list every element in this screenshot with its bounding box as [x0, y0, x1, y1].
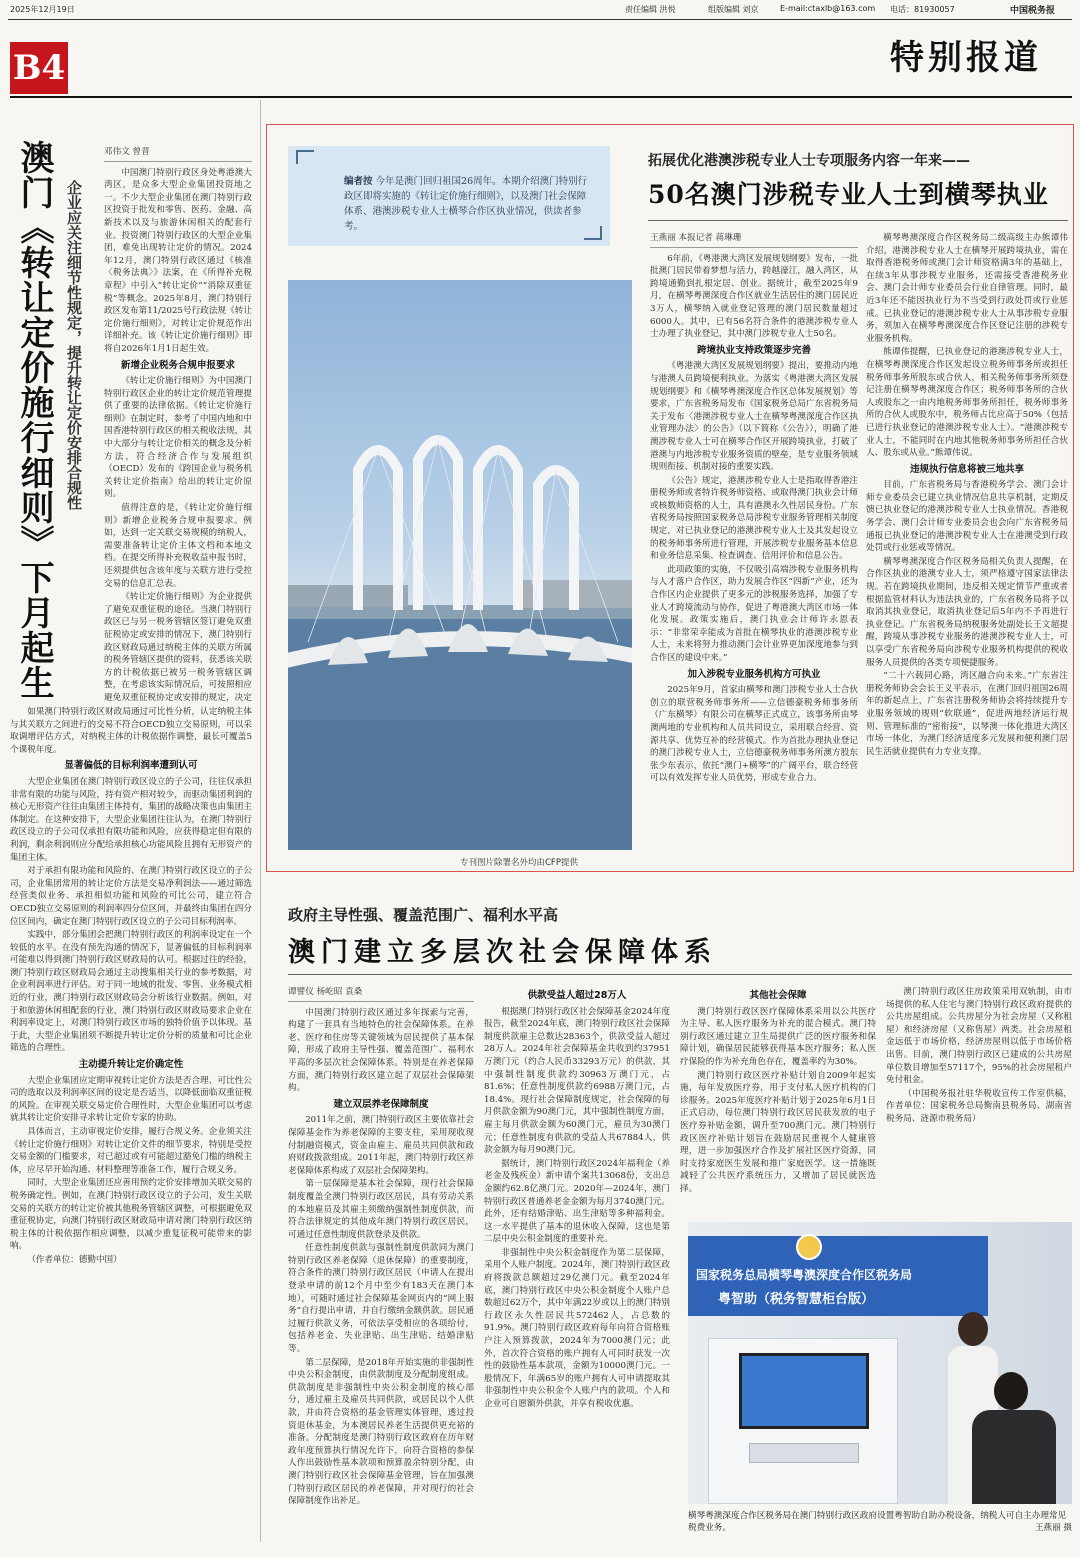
- kiosk-sign-line2: 粤智助（税务智慧柜台版）: [718, 1292, 875, 1307]
- article2-subhead-1: 跨境执业支持政策逐步完善: [696, 344, 811, 356]
- section-rule: [10, 96, 1072, 98]
- article3-kicker: 政府主导性强、覆盖范围广、福利水平高: [288, 906, 559, 924]
- article2-paragraph: “二十六载同心路，湾区融合向未来。”广东省注册税务师协会会长王义平表示，在澳门回归祖国26周年的新起点上，广东省注册税务师协会将持续提升专业服务领域的规则“软联通”，促进两地经济运行规则、管理标准的“密衔接”，以琴澳一体化推进大湾区市场一体化，为澳门经济适度多元发展和便利澳门居民生活就业提供有力专业支撑。: [866, 671, 1068, 757]
- article3-subhead-2: 供款受益人超过28万人: [527, 990, 627, 1001]
- article3-paragraph: 根据澳门特别行政区社会保障基金2024年度报告，截至2024年底，澳门特别行政区社会保障制度供款雇主总数达28363个，供款受益人超过28万人。2024年社会保障基金共收到约37951万澳门元（约合人民币33293万元）的供款，其中强制性制度供款约30963万澳门元，占81.6%；任意性制度供款约6988万澳门元，占18.4%。现行社会保障制度规定，社会保障的每月供款金额为90澳门元，其中强制性制度方面，雇主每月供款金额为60澳门元，雇员为30澳门元；任意性制度有供款的受益人共67884人，供款金额为每月90澳门元。: [484, 1006, 670, 1156]
- column-divider: [260, 100, 261, 1542]
- article1-subhead-2: 显著偏低的目标利润率遭到认可: [64, 760, 198, 772]
- article2-paragraph: 《公告》规定，港澳涉税专业人士是指取得香港注册税务师或者特许税务师资格、或取得澳门执业会计师或核数师资格的人士，具有港澳永久性居民身份。广东省税务局按照国家税务总局涉税专业服务管理相关制度规定，对已执业登记的港澳涉税专业人士及其发起设立的税务师事务所进行管理，开展涉税专业服务基本信息和业务信息采集、检查调查、信用评价和信息公告。: [650, 475, 858, 562]
- kiosk-machine: [708, 1338, 898, 1504]
- article2-paragraph: 《粤港澳大湾区发展规划纲要》提出，要推动内地与港澳人员跨境便利执业。为落实《粤港澳大湾区发展规划纲要》和《横琴粤澳深度合作区总体发展规划》等要求，广东省税务局发布《国家税务总局广东省税务局关于发布〈港澳涉税专业人士在横琴粤澳深度合作区执业管理办法〉的公告》（以下简称《公告》），明确了港澳涉税专业人士可在横琴合作区开展跨境执业，打破了港澳与内地涉税专业服务资质的壁垒，是专业服务领域规则衔接、机制对接的重要实践。: [650, 361, 858, 473]
- article1-paragraph: 对于承担有限功能和风险的、在澳门特别行政区设立的子公司，企业集团常用的转让定价方法是交易净利润法——通过筛选经营类似业务、承担相似功能和风险的可比公司，建立符合OECD独立交易原则的利润率四分位区间，并最终由集团在四分位区间内，确定在澳门特别行政区设立的子公司目标利润率。: [10, 866, 252, 927]
- article2-kicker: 拓展优化港澳涉税专业人士专项服务内容一年来——: [648, 153, 970, 169]
- article3-paragraph: 澳门特别行政区医疗保障体系采用以公共医疗为主导、私人医疗服务为补充的混合模式。澳门特别行政区通过建立卫生局提供广泛的医疗服务和保障计划，确保居民能够获得基本医疗服务；私人医疗保险的作为补充角色存在，覆盖率约为30%。: [680, 1006, 876, 1067]
- page-header: [0, 0, 1080, 18]
- editor-note-text: [344, 174, 590, 234]
- article3-title: 澳门建立多层次社会保障体系: [288, 937, 717, 968]
- article1-paragraph: 大型企业集团应定期审视转让定价方法是否合理、可比性公司的选取以及利润率区间的设定是否适当，以降低面临双重征税的风险。在审视关联交易定价合理性时，大型企业集团可以考虑就其转让定价安排寻求转让定价专家的协助。: [10, 1075, 252, 1124]
- photo-credit-note: 专刊图片除署名外均由CFP提供: [460, 858, 578, 868]
- header-rule: [8, 19, 1072, 20]
- article3-paragraph: 2011年之前，澳门特别行政区主要依靠社会保障基金作为养老保障的主要支柱，采用现收现付制融资模式，资金由雇主、雇员共同供款和政府财政拨款组成。2011年起，澳门特别行政区养老保障体系构成了双层社会保障架构。: [288, 1115, 474, 1176]
- section-name: 特别报道: [890, 38, 1042, 78]
- tax-emblem-icon: [796, 1234, 822, 1260]
- article2-title-rule: [648, 220, 1068, 221]
- article1-paragraph: 《转让定价施行细则》为中国澳门特别行政区企业的转让定价规范管理提供了重要的法律依据。《转让定价施行细则》在制定时，参考了中国内地和中国香港特别行政区的相关税收法规，其中大部分与转让定价相关的概念及分析方法，符合经济合作与发展组织（OECD）发布的《跨国企业与税务机关转让定价指南》给出的转让定价原则。: [104, 376, 252, 500]
- page-number: B4: [12, 48, 66, 88]
- editor-note-body: 今年是澳门回归祖国26周年。本期介绍澳门特别行政区即将实施的《转让定价施行细则》，以及澳门社会保障体系、港澳涉税专业人士横琴合作区执业情况，供读者参考。: [344, 176, 588, 232]
- section-title: [890, 30, 1042, 79]
- article2-paragraph: 目前，广东省税务局与香港税务学会、澳门会计师专业委员会已建立执业情况信息共享机制，定期反馈已执业登记的港澳涉税专业人士执业情况。香港税务学会、澳门会计师专业委员会也会向广东省税务局通报已执业登记的港澳涉税专业人士在港澳受到行政处罚或行业惩戒等情况。: [866, 480, 1068, 554]
- article3-column-4: [886, 986, 1072, 1208]
- article1-deck: 企业应关注细节性规定，提升转让定价安排合规性: [65, 180, 83, 510]
- article3-column-3: [680, 986, 876, 1208]
- article1-title: 澳门《转让定价施行细则》下月起生: [14, 140, 54, 700]
- article2-byline: 王燕丽 本报记者 蒋琳珊: [650, 232, 858, 248]
- article3-paragraph: 据统计，澳门特别行政区2024年福利金（养老金及残疾金）新申请个案共13068份，支出总金额约62.8亿澳门元。2020年—2024年，澳门特别行政区普通养老金金额为每月3740澳门元。此外，还有结婚津贴、出生津贴等多种福利金。这一水平提供了基本的退休收入保障，这也是第二层中央公积金制度的重要补充。: [484, 1158, 670, 1245]
- quote-mark-open-icon: [296, 150, 314, 164]
- article1-paragraph: 实践中，部分集团会把澳门特别行政区的利润率设定在一个较低的水平。在没有预先沟通的情况下，显著偏低的目标利润率可能难以得到澳门特别行政区财政局的认可。根据过往的经验，澳门特别行政区财政局会通过主动搜集相关行业的参考数据，对企业利润率进行评估。对于同一地域的批发、零售、业务模式相近的行业，澳门特别行政区财政局会分析该行业数据。例如，对于和旅游休闲相配套的行业，澳门特别行政区财政局要求企业在利润率设定上，对澳门特别行政区市场的独特价值予以体现。基于此，大型企业集团须不断提升转让定价分析的质量和可比企业筛选的合理性。: [10, 930, 252, 1054]
- article2-subhead-2: 加入涉税专业服务机构方可执业: [687, 668, 821, 680]
- editor-note-label: 编者按: [344, 176, 373, 187]
- article1-bottom-column: [10, 706, 252, 1542]
- header-editor: 责任编辑 洪悦: [625, 5, 676, 14]
- article2-paragraph: 2025年9月，首家由横琴和澳门涉税专业人士合伙创立的联营税务师事务所——立信德豪税务师事务所（广东横琴）有限公司在横琴正式成立，该事务所由琴澳两地的专业机构和人员共同设立，采用联合经营、资源共享、优势互补的经营模式。作为首批办理执业登记的澳门涉税专业人士，立信德豪税务师事务所澳方股东张少东表示，依托“澳门+横琴”的广阔平台，联合经营可以有效发挥专业人员优势，形成专业合力。: [650, 685, 858, 784]
- article1-subhead-3: 主动提升转让定价确定性: [78, 1059, 184, 1071]
- header-paper: 中国税务报: [1010, 6, 1056, 16]
- article3-subhead-3: 其他社会保障: [749, 990, 807, 1001]
- article3-paragraph: 第二层保障，是2018年开始实施的非强制性中央公积金制度，由供款制度及分配制度组成。供款制度是非强制性中央公积金制度的核心部分，通过雇主及雇员共同供款，或居民以个人供款，并由符合资格的基金管理实体管理，透过投资退休基金，为本澳居民养老生活提供更充裕的准备。分配制度是澳门特别行政区政府在历年财政年度预算执行情况允许下，向符合资格的参保人作出鼓励性基本款项和预算盈余特别分配，由澳门特别行政区社会保障基金管理，旨在加强澳门特别行政区居民的养老保障，并对现行的社会保障制度作出补足。: [288, 1357, 474, 1507]
- article2-title: 50名澳门涉税专业人士到横琴执业: [648, 180, 1049, 209]
- article1-byline: 邓伟文 曾晋: [104, 146, 252, 162]
- article1-paragraph: 值得注意的是，《转让定价施行细则》新增企业税务合规申报要求。例如，达到一定关联交易规模的纳税人，需要准备转让定价主体文档和本地文档。在提交所得补充税收益申报书时，还须提供包含该年度与关联方进行受控交易的信息汇总表。: [104, 503, 252, 589]
- article1-intro-paragraph: 中国澳门特别行政区身处粤港澳大湾区，是众多大型企业集团投资地之一。不少大型企业集团在澳门特别行政区投资于批发和零售、医药、金融、高新技术以及与旅游休闲相关的配套行业。投资澳门特别行政区的大型企业集团，难免出现转让定价的情况。2024年12月，澳门特别行政区通过《核准〈税务法典〉》法案，在《所得补充税章程》中引入“转让定价”“消除双重征税”等概念。2025年8月，澳门特别行政区发布第11/2025号行政法规《转让定价施行细则》，对转让定价规范作出详细补充。该《转让定价施行细则》即将自2026年1月1日起生效。: [104, 167, 252, 354]
- kiosk-photo-caption: [688, 1510, 1072, 1534]
- article3-column-1: [288, 986, 474, 1542]
- person-seated: [958, 1372, 1068, 1504]
- kiosk-caption-credit: 王燕丽 摄: [1034, 1523, 1072, 1533]
- article1-paragraph: 大型企业集团在澳门特别行政区设立的子公司，往往仅承担非常有限的功能与风险，持有资产相对较少，而驱动集团利润的核心无形资产往往由集团主体持有，集团的战略决策也由集团主体制定。在这种安排下，大型企业集团往往认为，在澳门特别行政区设立的子公司仅承担有限功能和风险，应获得稳定但有限的利润，剩余利润则应分配给承担核心功能风险且拥有无形资产的集团主体。: [10, 776, 252, 863]
- article2-column-2: [866, 232, 1068, 862]
- bridge-photo: [288, 280, 632, 850]
- page-number-badge: [10, 42, 68, 94]
- article2-paragraph: 横琴粤澳深度合作区税务局相关负责人提醒，在合作区执业的港澳专业人士，须严格遵守国家法律法规。若在跨境执业期间，违反相关规定情节严重或者根据监管材料认为违法执业的，广东省税务局将予以取消其执业登记，取消执业登记后5年内不予再进行执业登记。广东省税务局纳税服务处副处长王文超提醒，跨境从事涉税专业服务的港澳涉税专业人士，可以享受广东省税务局向涉税专业服务机构提供的税收服务人员提供的各类专项便捷服务。: [866, 556, 1068, 668]
- article3-title-rule: [288, 974, 1072, 975]
- article3-paragraph: 澳门特别行政区住房政策采用双轨制，由市场提供的私人住宅与澳门特别行政区政府提供的公共房屋组成。公共房屋分为社会房屋（又称租屋）和经济房屋（又称售屋）两类。社会房屋租金远低于市场价格，经济房屋则以低于市场价格出售。目前，澳门特别行政区已建成的公共房屋单位数目增加至57117个，95%的社会房屋租户免付租金。: [886, 987, 1072, 1086]
- article3-paragraph: 澳门特别行政区医疗补贴计划自2009年起实施，每年发放医疗券，用于支付私人医疗机构的门诊服务。2025年度医疗补贴计划于2025年6月1日正式启动，每位澳门特别行政区居民获发放的电子医疗券补贴金额，调升至700澳门元。澳门特别行政区医疗补贴计划旨在鼓励居民重视个人健康管理，进一步加强医疗合作及扩展社区医疗资源，同时支持家庭医生发展和推广家庭医学。这一措施既减轻了公共医疗系统压力，又增加了居民就医选择。: [680, 1070, 876, 1194]
- article2-column-1: [650, 232, 858, 862]
- tax-kiosk-photo: [688, 1222, 1072, 1504]
- person-head: [958, 1312, 988, 1346]
- kiosk-sign-line1: 国家税务总局横琴粤澳深度合作区税务局: [696, 1268, 913, 1282]
- header-date: 2025年12月19日: [10, 5, 75, 14]
- article3-column-2: [484, 986, 670, 1542]
- article3-paragraph: 第一层保障是基本社会保障，现行社会保障制度覆盖全澳门特别行政区居民，具有劳动关系的本地雇员及其雇主须缴纳强制性制度供款，而符合法律规定的其他成年澳门特别行政区居民，可通过任意性制度供款登录及供款。: [288, 1179, 474, 1240]
- article2-paragraph: 熊谭伟提醒，已执业登记的港澳涉税专业人士，在横琴粤澳深度合作区发起设立税务师事务所或担任税务师事务所股东或合伙人，相关税务师事务所须登记注册在横琴粤澳深度合作区；税务师事务所的合伙人或股东之一由内地税务师事务所担任，税务师事务所的合伙人或股东中，税务师占比应高于50%（包括已进行执业登记的港澳涉税专业人士）。“港澳涉税专业人士，不能同时在内地其他税务师事务所担任合伙人、股东或从业。”熊谭伟说。: [866, 347, 1068, 459]
- article1-subhead-1: 新增企业税务合规申报要求: [120, 359, 235, 371]
- person-seated-body: [972, 1410, 1056, 1504]
- article1-paragraph: 如果澳门特别行政区财政局通过可比性分析，认定纳税主体与其关联方之间进行的交易不符合OECD独立交易原则，可以采取调增评估方式，对纳税主体的计税依据作调整，最长可覆盖5个课税年度。: [10, 707, 252, 755]
- article2-subhead-3: 违规执行信息将被三地共享: [909, 463, 1024, 475]
- header-email: E-mail:ctaxlb@163.com: [780, 4, 876, 13]
- kiosk-screen: [739, 1353, 869, 1429]
- article3-subhead-1: 建立双层养老保障制度: [333, 1098, 429, 1110]
- person-seated-head: [994, 1372, 1028, 1410]
- article3-paragraph: 任意性制度供款与强制性制度供款同为澳门特别行政区养老保障（退休保障）的重要制度，符合条件的澳门特别行政区居民（申请人在提出登录申请的前12个月中至少有183天在澳门本地），可随时通过社会保障基金网页内的“网上服务”自行提出申请，并自行缴纳金额供款。居民通过履行供款义务，可依法享受相应的各项给付，包括养老金、失业津贴、出生津贴、结婚津贴等。: [288, 1243, 474, 1355]
- kiosk-sign-panel: [688, 1236, 988, 1316]
- article3-paragraph: 非强制性中央公积金制度作为第二层保障，采用个人账户制度。2024年，澳门特别行政区政府将拨款总额超过29亿澳门元。截至2024年底，澳门特别行政区中央公积金制度个人账户总数超过62万个，其中年满22岁或以上的澳门特别行政区永久性居民共572462人，占总数的91.9%。澳门特别行政区政府每年向符合资格账户注入预算拨款，2024年为7000澳门元；此外，首次符合资格的账户拥有人可同时获发一次性的鼓励性基本款项，金额为10000澳门元。一般情况下，年满65岁的账户拥有人可申请提取其非强制性中央公积金个人账户内的款项。个人和企业可自愿额外供款，并享有税收优惠。: [484, 1247, 670, 1409]
- kiosk-caption-text: 横琴粤澳深度合作区税务局在澳门特别行政区政府设置粤智助自助办税设备，纳税人可自主办理常见税费业务。: [688, 1511, 1067, 1533]
- header-phone: 电话：81930057: [890, 5, 955, 14]
- article3-credit-note: （中国税务报社驻华税收宣传工作室供稿，作者单位：国家税务总局衡南县税务局、湖南省税务局、涟源市税务局）: [886, 1088, 1072, 1124]
- kiosk-keypad: [749, 1443, 859, 1463]
- header-layout-editor: 组版编辑 刘京: [708, 5, 759, 14]
- article1-top-column: [104, 146, 252, 702]
- article2-paragraph: 横琴粤澳深度合作区税务局二级高级主办熊谭伟介绍，港澳涉税专业人士在横琴开展跨境执业，需在取得香港税务师或澳门会计师资格满3年的基础上，在续3年从事涉税专业服务，还需接受香港税务业会、澳门会计师专业委员会行业自律管理。同时，最近3年还不能因执业行为不当受到行政处罚或行业惩戒。已执业登记的港澳涉税专业人士从事涉税专业服务，须加入在横琴粤澳深度合作区登记注册的涉税专业服务机构。: [866, 233, 1068, 344]
- bridge-illustration: [288, 280, 632, 850]
- article1-paragraph: 《转让定价施行细则》为企业提供了避免双重征税的途径。当澳门特别行政区已与另一税务管辖区签订避免双重征税协定或安排的情况下，澳门特别行政区财政局通过纳税主体的关联方所属的税务管辖区提供的资料，获悉该关联方的计税依据已被另一税务管辖区调整，在考虑该实际情况后，可按照相应避免双重征税协定或安排的规定，决定: [104, 592, 252, 702]
- article1-paragraph: 具体而言，主动审视定价安排，履行合规义务。企业须关注《转让定价施行细则》对转让定价文件的细节要求，特别是受控交易金额的门槛要求，对已超过或有可能超过豁免门槛的纳税主体，应尽早开始沟通、材料整理等准备工作，履行合规义务。: [10, 1127, 252, 1175]
- article1-author-unit: （作者单位：德勤中国）: [27, 1254, 122, 1265]
- article2-paragraph: 6年前，《粤港澳大湾区发展规划纲要》发布，一批批澳门居民带着梦想与活力，跨越濠江，融入湾区，从跨境通勤到扎根定居、创业。据统计，截至2025年9月，在横琴粤澳深度合作区就业生活居住的澳门居民近3万人，横琴纳入就业登记管理的澳门居民数量超过6000人。其中，已有56名符合条件的港澳涉税专业人士办理了执业登记，其中澳门涉税专业人士50名。: [650, 253, 858, 340]
- article2-paragraph: 此项政策的实施，不仅吸引高端涉税专业服务机构与人才落户合作区，助力发展合作区“四新”产业，还为合作区内企业提供了更多元的涉税服务选择，加强了专业人才跨境流动与协作，促进了粤港澳大湾区市场一体化发展。政策实施后，澳门执业会计师许永恩表示：“非常荣幸能成为首批在横琴执业的港澳涉税专业人士，未来将努力推动澳门会计业界更加深度地参与到合作区的建设中来。”: [650, 564, 858, 663]
- editor-note-box: [288, 146, 610, 246]
- article3-byline: 谭譬仪 杨屹昭 袁桑: [288, 986, 474, 1002]
- article1-paragraph: 同时，大型企业集团还应善用预约定价安排增加关联交易的税务确定性。例如，在澳门特别行政区设立的子公司，发生关联交易的关联方的转让定价被其他税务管辖区调整，可根据避免双重征税协定，向澳门特别行政区财政局申请对澳门特别行政区纳税主体的计税依据作相应调整，以减少重复征税可能带来的影响。: [10, 1178, 252, 1252]
- article3-paragraph: 中国澳门特别行政区通过多年探索与完善，构建了一套具有当地特色的社会保障体系。在养老、医疗和住房等关键领域为居民提供了基本保障，形成了政府主导性强、覆盖范围广、福利水平高的多层次社会保障体系。特别是在养老保障方面，澳门特别行政区建立起了双层社会保障架构。: [288, 1007, 474, 1094]
